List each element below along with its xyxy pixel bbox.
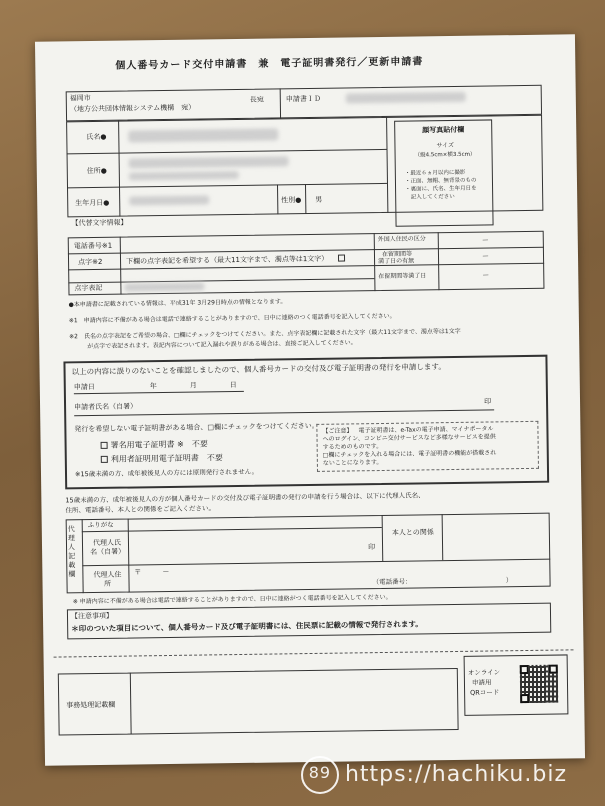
proxy-seal: 印 (368, 543, 376, 552)
note-2b: が点字で表記されます。表記内容について記入漏れや誤りがある場合は、直接ご記入してください。 (69, 339, 357, 351)
notice-text: ＊印のついた項目について、個人番号カード及び電子証明書には、住民票に記載の情報で発行されます。 (71, 619, 423, 634)
age15-note: ※15歳未満の方、成年被後見人の方には原則発行されません。 (74, 467, 259, 479)
note-1: ※1 申請内容に不備がある場合は電話で連絡することがありますので、日中に連絡のつく電話番号を記入してください。 (68, 312, 396, 325)
relation-label: 本人との関係 (391, 528, 434, 537)
braille-redacted (124, 282, 204, 291)
photo-note-3: ・裏面に、氏名、生年月日を (405, 185, 477, 193)
municipality: 福岡市 (69, 94, 91, 103)
qr-corner-icon (549, 665, 558, 674)
applicant-seal: 印 (483, 397, 492, 406)
foreign-label: 外国人住民の区分 (377, 235, 426, 244)
user-cert-label: 利用者証明用電子証明書 不要 (110, 453, 223, 464)
note-3: ※ 申請内容に不備がある場合は電話で連絡することがありますので、日中に連絡がつく電話番号を記入してください。 (72, 593, 392, 606)
qr-corner-icon (520, 665, 529, 674)
proxy-section-label: 代理人記載欄 (67, 525, 76, 579)
office-label: 事務処理記載欄 (66, 700, 116, 710)
birth-label: 生年月日● (75, 198, 110, 208)
furigana-label: ふりがな (87, 520, 114, 530)
caution-line-1: 電子証明書は、e-Taxの電子申請、マイナポータル (358, 425, 494, 435)
sign-cert-row[interactable] (101, 439, 208, 450)
photo-note-2: ・正面、無帽、無背景のもの (404, 177, 477, 185)
day-label: 日 (229, 381, 237, 390)
sex-value: 男 (315, 195, 323, 204)
braille-repr-label: 点字表記 (74, 283, 103, 293)
user-cert-checkbox[interactable] (101, 456, 108, 463)
name-label: 氏名● (86, 132, 107, 142)
online-label-1: オンライン (467, 668, 501, 677)
applicant-label: 申請者氏名（自署） (74, 402, 138, 412)
site-watermark (301, 756, 567, 794)
chief-label: 長宛 (249, 95, 264, 104)
sex-label: 性別● (281, 196, 302, 205)
caution-line-3: するためのものです。 (322, 442, 383, 451)
proxy-intro-2: 住所、電話番号、本人との関係をご記入ください。 (65, 504, 216, 515)
photo-box-title: 顔写真貼付欄 (422, 125, 465, 135)
online-label-2: 申請用 (471, 678, 492, 687)
notice-title: 【注意事項】 (70, 611, 114, 621)
stay-period-value: － (481, 252, 490, 261)
braille-text: 下欄の点字表記を希望する（最大11文字まで、濁点等は1文字） (125, 254, 329, 266)
watermark-logo-icon: 89 (301, 756, 339, 794)
photo-size-value: （縦4.5cm×横3.5cm） (414, 151, 476, 159)
address-label: 住所● (86, 166, 107, 176)
proxy-name-label: 代理人氏名（自署） (90, 538, 126, 557)
stay-label-2: 在留期間等満了日 (378, 272, 427, 281)
caution-line-4: □欄にチェックを入れる場合には、電子証明書の機能が搭載され (322, 449, 497, 459)
braille-checkbox[interactable] (338, 254, 345, 261)
stay-end-label: 満了日の有無 (378, 257, 415, 266)
qr-corner-icon (520, 694, 529, 703)
application-form-paper (35, 34, 585, 765)
photo-note-4: 記入してください (405, 193, 455, 201)
user-cert-row[interactable] (101, 453, 223, 464)
no-cert-text: 発行を希望しない電子証明書がある場合、□欄にチェックをつけてください。 (74, 421, 319, 434)
application-id-redacted (346, 92, 466, 104)
name-redacted (128, 128, 278, 142)
photo-size-label: サイズ (436, 141, 455, 150)
note-header: ●本申請書に記載されている情報は、平成31年 3月29日時点の情報となります。 (68, 298, 287, 309)
caution-title: 【ご注意】 (322, 427, 353, 435)
online-label-3: QRコード (470, 688, 500, 697)
caution-line-5: ないことになります。 (322, 458, 383, 467)
address-redacted-2 (129, 171, 239, 181)
phone-label: 電話番号※1 (73, 241, 113, 251)
office-box (58, 668, 459, 736)
month-label: 月 (189, 381, 197, 390)
postal-mark: 〒 － (134, 567, 170, 577)
stay-period-label: 在留期間等 (381, 250, 413, 258)
alt-text-label: 【代替文字情報】 (71, 218, 128, 228)
watermark-url: https://hachiku.biz (344, 762, 567, 787)
apply-date-label: 申請日 (73, 383, 95, 392)
braille-label: 点字※2 (77, 257, 103, 267)
application-id-label: 申請書ＩＤ (285, 94, 321, 104)
confirm-text: 以上の内容に誤りのないことを確認しましたので、個人番号カードの交付及び電子証明書の発行を申請します。 (71, 362, 446, 377)
stay-value-2: － (482, 271, 490, 280)
year-label: 年 (149, 382, 157, 391)
birth-redacted (129, 195, 209, 205)
proxy-intro-1: 15歳未満の方、成年被後見人の方が個人番号カードの交付及び電子証明書の発行の申請を行う場合は、以下に代理人氏名、 (65, 491, 425, 505)
proxy-address-label: 代理人住所 (93, 570, 122, 588)
municipality-addressee: （地方公共団体情報システム機構 宛） (69, 103, 196, 114)
form-title: 個人番号カード交付申請書 兼 電子証明書発行／更新申請書 (115, 56, 424, 72)
note-2a: ※2 氏名の点字表記をご希望の場合、□欄にチェックをつけてください。また、点字表記欄に記載された文字（最大11文字まで、濁点等は1文字 (69, 327, 461, 341)
photo-note-1: ・最近６ヵ月以内に撮影 (404, 169, 466, 177)
foreign-value: － (481, 236, 489, 245)
sign-cert-checkbox[interactable] (101, 442, 108, 449)
caution-line-2: へのログイン、コンビニ交付サービスなど多様なサービスを提供 (322, 433, 496, 443)
proxy-phone-label: （電話番号： ） (372, 576, 513, 587)
sign-cert-label: 署名用電子証明書 ※ 不要 (110, 439, 208, 450)
